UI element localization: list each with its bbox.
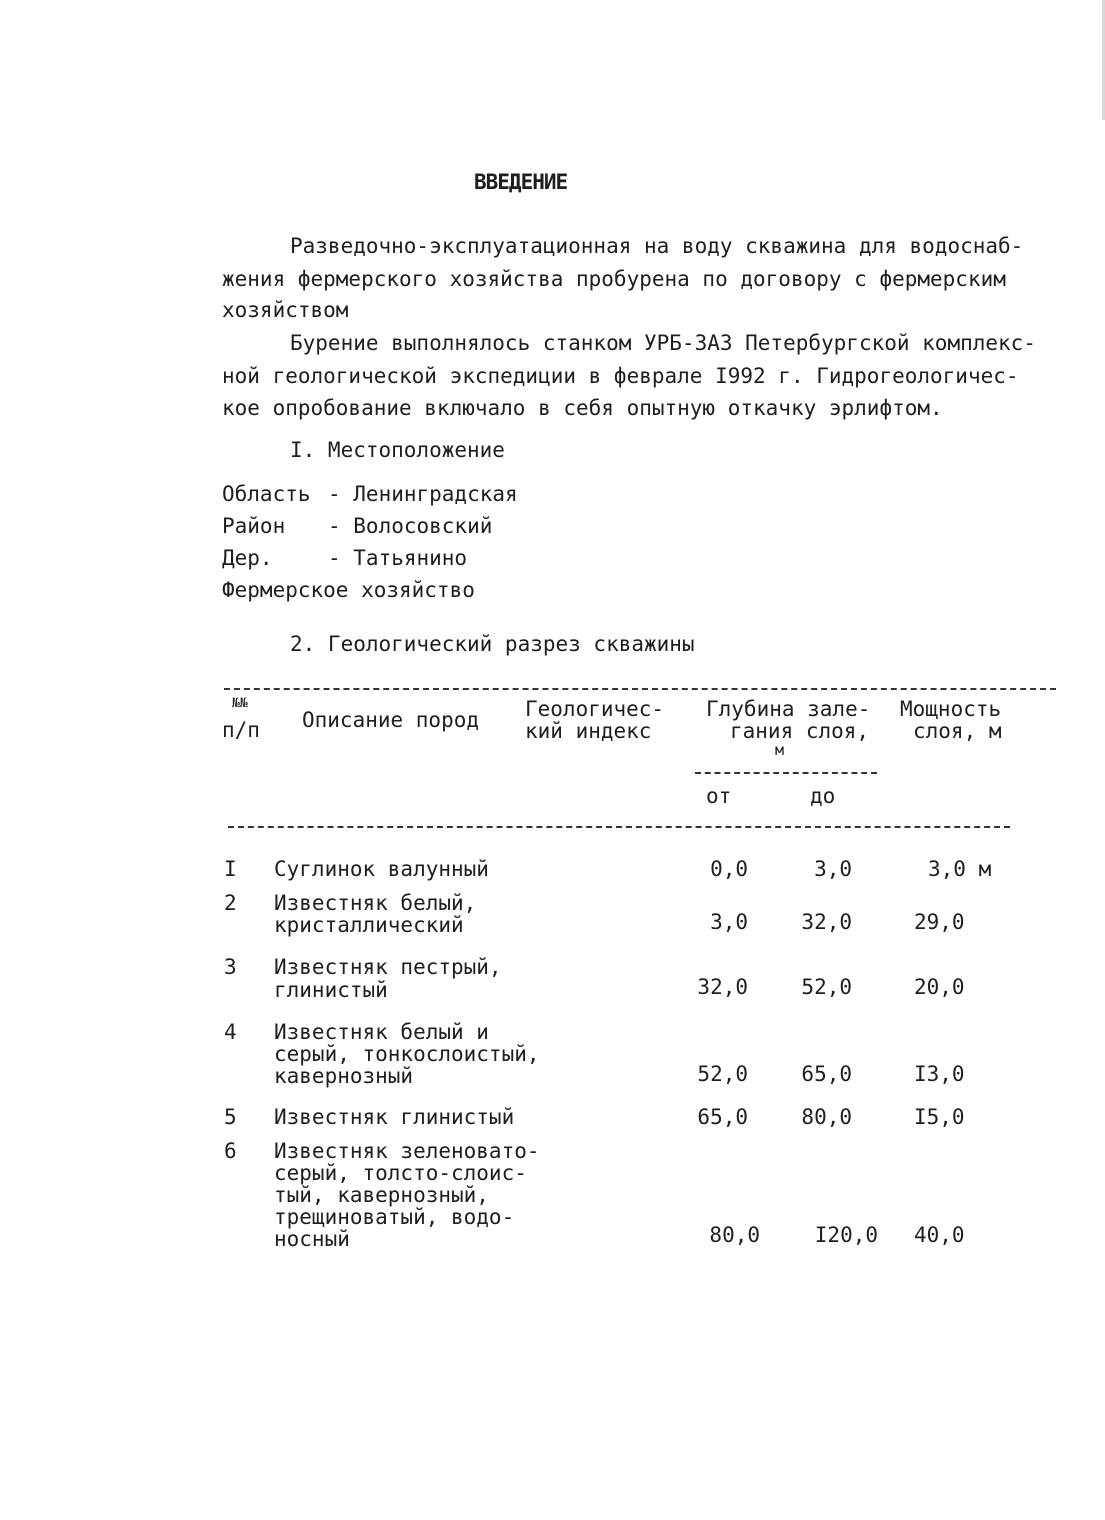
- row-4-to: 65,0: [801, 1062, 852, 1086]
- intro-p1-line-1: Разведочно-эксплуатационная на воду скважина для водоснаб-: [290, 234, 1024, 258]
- row-3-from: 32,0: [697, 975, 748, 999]
- header-index-line-2: кий индекс: [525, 719, 652, 743]
- row-3-thickness: 20,0: [914, 975, 965, 999]
- header-num: п/п: [222, 718, 260, 742]
- row-3-number: 3: [224, 955, 237, 979]
- row-6-desc-1: Известняк зеленовато-: [274, 1139, 540, 1163]
- header-description: Описание пород: [302, 708, 480, 732]
- row-4-desc-1: Известняк белый и: [274, 1020, 489, 1044]
- header-depth-line-2: гания слоя,: [730, 719, 870, 743]
- intro-p2-line-1: Бурение выполнялось станком УРБ-3АЗ Петербургской комплекс-: [290, 331, 1036, 355]
- location-label-district: Район: [222, 514, 286, 538]
- row-2-desc-1: Известняк белый,: [274, 891, 477, 915]
- row-2-thickness: 29,0: [914, 910, 965, 934]
- intro-p1-line-3: хозяйством: [222, 298, 349, 322]
- row-2-desc-2: кристаллический: [274, 913, 464, 937]
- depth-subheader-rule: [695, 772, 877, 774]
- row-6-desc-5: носный: [274, 1227, 350, 1251]
- row-4-from: 52,0: [697, 1062, 748, 1086]
- row-5-to: 80,0: [801, 1105, 852, 1129]
- row-6-to: I20,0: [814, 1223, 878, 1247]
- row-4-thickness: I3,0: [914, 1062, 965, 1086]
- row-6-desc-2: серый, толсто-слоис-: [274, 1161, 527, 1185]
- row-5-from: 65,0: [697, 1105, 748, 1129]
- header-num-symbol: №№: [232, 696, 248, 711]
- row-2-number: 2: [224, 891, 237, 915]
- header-depth-to: до: [810, 784, 836, 808]
- row-6-thickness: 40,0: [914, 1223, 965, 1247]
- row-5-number: 5: [224, 1105, 237, 1129]
- table-header-rule: [228, 826, 1010, 828]
- location-value-district: - Волосовский: [328, 514, 493, 538]
- table-top-rule: [224, 688, 1056, 690]
- row-1-from: 0,0: [710, 857, 748, 881]
- document-title: ВВЕДЕНИЕ: [474, 170, 568, 194]
- row-6-from: 80,0: [709, 1223, 760, 1247]
- location-label-farm: Фермерское хозяйство: [222, 578, 475, 602]
- header-index-line-1: Геологичес-: [525, 697, 665, 721]
- row-4-desc-2: серый, тонкослоистый,: [274, 1042, 540, 1066]
- row-6-desc-3: тый, кавернозный,: [274, 1183, 489, 1207]
- row-2-to: 32,0: [801, 910, 852, 934]
- section-2-heading: 2. Геологический разрез скважины: [290, 632, 695, 656]
- row-6-desc-4: трещиноватый, водо-: [274, 1205, 515, 1229]
- row-1-thickness: 3,0 м: [928, 857, 992, 881]
- row-1-to: 3,0: [814, 857, 852, 881]
- location-value-village: - Татьянино: [328, 546, 468, 570]
- row-4-number: 4: [224, 1020, 237, 1044]
- location-value-region: - Ленинградская: [328, 482, 518, 506]
- row-5-thickness: I5,0: [914, 1105, 965, 1129]
- row-3-to: 52,0: [801, 975, 852, 999]
- row-2-from: 3,0: [710, 910, 748, 934]
- intro-p1-line-2: жения фермерского хозяйства пробурена по договору с фермерским: [222, 267, 1006, 291]
- location-label-region: Область: [222, 482, 311, 506]
- header-depth-line-1: Глубина зале-: [706, 697, 871, 721]
- header-thickness-line-2: слоя, м: [913, 719, 1002, 743]
- header-depth-from: от: [706, 784, 732, 808]
- row-4-desc-3: кавернозный: [274, 1064, 414, 1088]
- intro-p2-line-2: ной геологической экспедиции в феврале I992 г. Гидрогеологичес-: [222, 364, 1019, 388]
- row-3-desc-1: Известняк пестрый,: [274, 955, 502, 979]
- location-label-village: Дер.: [222, 546, 273, 570]
- row-3-desc-2: глинистый: [274, 978, 388, 1002]
- row-6-number: 6: [224, 1139, 237, 1163]
- header-depth-unit: м: [775, 741, 785, 759]
- header-thickness-line-1: Мощность: [900, 697, 1002, 721]
- row-1-desc-1: Суглинок валунный: [274, 857, 489, 881]
- row-5-desc-1: Известняк глинистый: [274, 1105, 515, 1129]
- section-1-heading: I. Местоположение: [290, 438, 505, 462]
- intro-p2-line-3: кое опробование включало в себя опытную откачку эрлифтом.: [222, 396, 943, 420]
- row-1-number: I: [224, 857, 237, 881]
